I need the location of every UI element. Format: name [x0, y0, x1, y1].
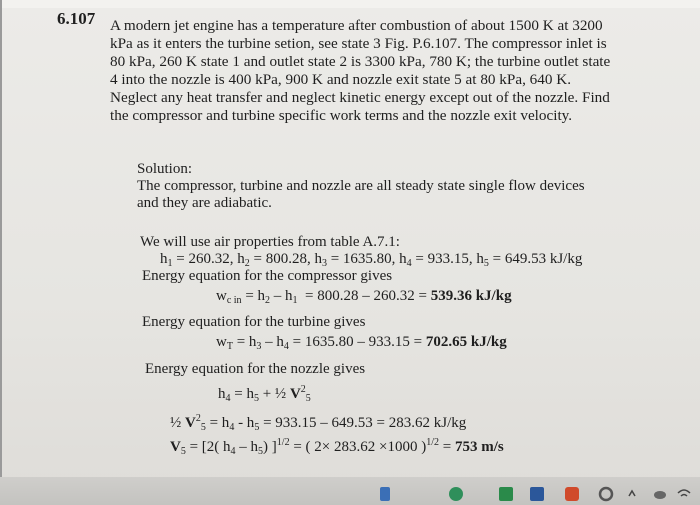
turbine-equation-label: Energy equation for the turbine gives [142, 314, 366, 330]
nozzle-calc: 933.15 – 649.53 = 283.62 kJ/kg [275, 415, 467, 431]
h3-value: 1635.80 [342, 251, 392, 267]
nozzle-energy-equation: $h_4 = h_5$ + ½ $V^2_5$ [218, 384, 311, 404]
left-margin-rule [0, 0, 2, 505]
problem-line: kPa as it enters the turbine setion, see state 3 Fig. P.6.107. The compressor inlet is [110, 35, 607, 52]
app-icon[interactable] [497, 485, 515, 503]
solution-intro-line: The compressor, turbine and nozzle are all steady state single flow devices [137, 178, 585, 194]
problem-line: 80 kPa, 260 K state 1 and outlet state 2 is 3300 kPa, 780 K; the turbine outlet state [110, 53, 611, 70]
compressor-result: 539.36 kJ/kg [430, 288, 512, 304]
problem-line: Neglect any heat transfer and neglect kinetic energy except out of the nozzle. Find [110, 89, 610, 106]
compressor-work-equation: $w_{c in} = h_2 - h_1 = 800.28 - 260.32 = 539.36$ kJ/kg [216, 288, 512, 306]
h1-value: 260.32 [188, 251, 230, 267]
taskbar [0, 477, 700, 505]
chevron-up-icon[interactable] [627, 485, 637, 503]
nozzle-equation-label: Energy equation for the nozzle gives [145, 361, 366, 377]
wifi-icon[interactable] [676, 485, 692, 503]
compressor-calc: 800.28 – 260.32 = [317, 288, 427, 304]
app-icon[interactable] [378, 485, 392, 503]
settings-icon[interactable] [597, 485, 615, 503]
velocity-result: 753 m/s [454, 439, 504, 455]
problem-line: A modern jet engine has a temperature after combustion of about 1500 K at 3200 [110, 17, 603, 34]
turbine-calc: 1635.80 – 933.15 = [304, 334, 423, 350]
velocity-calc: ( 2× 283.62 ×1000 ) [305, 439, 427, 455]
h4-value: 933.15 [427, 251, 469, 267]
enthalpy-values: $h_1 = 260.32$, $h_2 = 800.28$, $h_3 = 1635.80$, $h_4 = 933.15$, $h_5 = 649.53$ kJ/kg [160, 251, 583, 269]
compressor-equation-label: Energy equation for the compressor gives [142, 268, 393, 284]
problem-number: 6.107 [57, 9, 96, 28]
top-edge [0, 0, 700, 8]
turbine-result: 702.65 kJ/kg [425, 334, 507, 350]
app-icon[interactable] [448, 485, 464, 503]
app-icon[interactable] [563, 485, 581, 503]
solution-heading: Solution: [137, 161, 193, 177]
problem-line: 4 into the nozzle is 400 kPa, 900 K and nozzle exit state 5 at 80 kPa, 640 K. [110, 71, 572, 88]
nozzle-kinetic-energy-equation: ½ $V^2_5 = h_4 - h_5 = 933.15 - 649.53 = 283.62$ kJ/kg [170, 413, 467, 433]
h2-value: 800.28 [265, 251, 307, 267]
turbine-work-equation: $w_T = h_3 - h_4 = 1635.80 - 933.15 = 702.65$ kJ/kg [216, 334, 507, 352]
exit-velocity-equation: $V_5 = [2$( $h_4 - h_5$) ]$^{1/2}$ = ( 2× 283.62 ×1000 )$^{1/2}$ = 753 m/s [170, 437, 504, 457]
table-note: We will use air properties from table A.7.1: [140, 234, 400, 250]
problem-statement [110, 17, 635, 125]
cloud-icon[interactable] [653, 485, 667, 503]
problem-line: the compressor and turbine specific work terms and the nozzle exit velocity. [110, 107, 573, 124]
word-icon[interactable] [528, 485, 546, 503]
enthalpy-unit: kJ/kg [549, 251, 583, 267]
h5-value: 649.53 [504, 251, 547, 267]
solution-intro-line: and they are adiabatic. [137, 195, 272, 211]
